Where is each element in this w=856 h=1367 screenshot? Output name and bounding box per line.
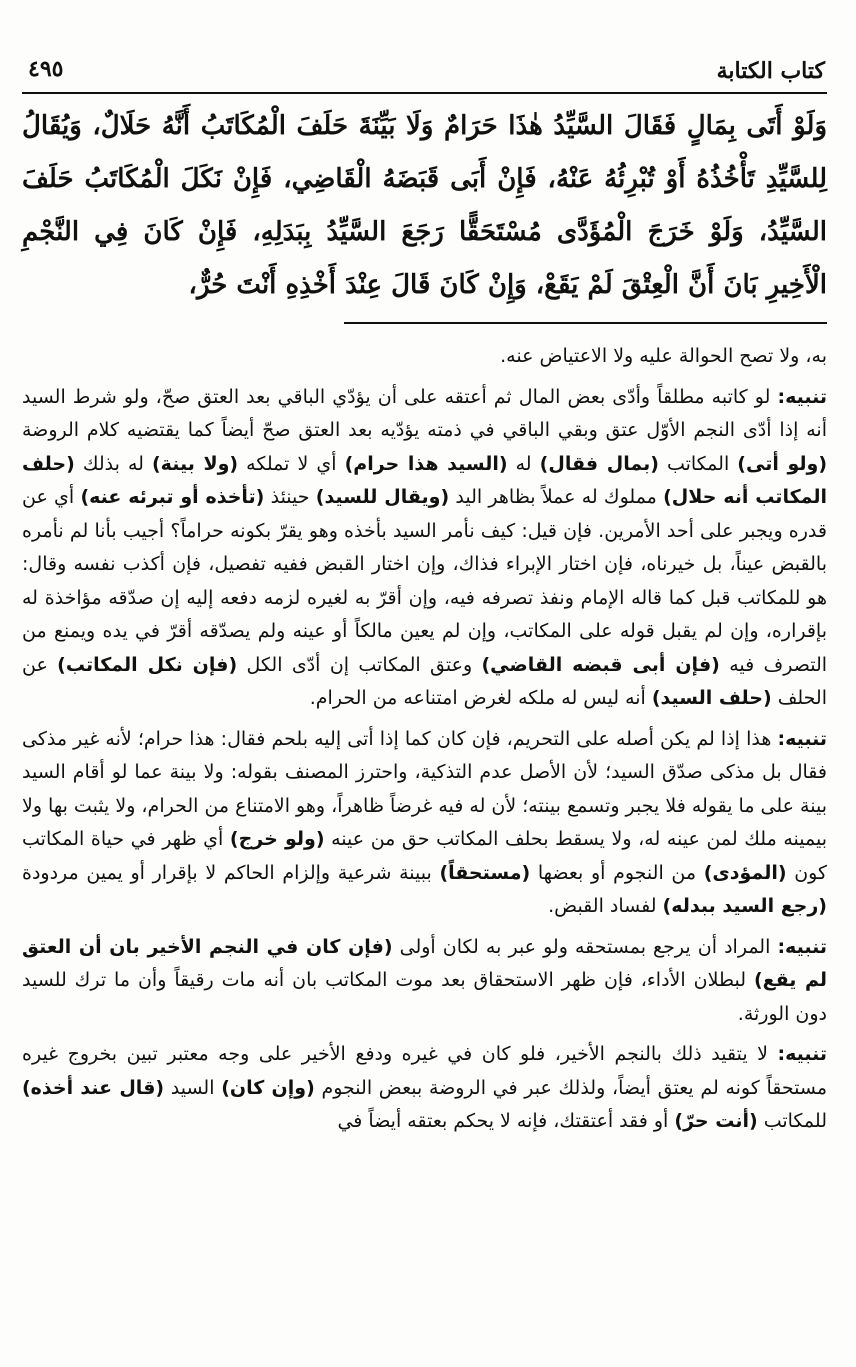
book-title: كتاب الكتابة <box>716 58 825 84</box>
quoted-matn-phrase: (فإن كان في النجم الأخير بان أن العتق لم يقع) <box>22 935 827 991</box>
quoted-matn-phrase: (أنت حرّ) <box>674 1110 758 1132</box>
commentary-segment: أي ظهر في حياة المكاتب كون <box>22 828 828 884</box>
commentary-paragraph <box>22 931 827 1032</box>
commentary-paragraph <box>22 723 827 924</box>
commentary-segment: أي لا تملكه <box>238 452 345 475</box>
commentary-segment: لو كاتبه مطلقاً وأدّى بعض المال ثم أعتقه على أن يؤدّي الباقي بعد العتق صحّ، ولو شرط السيد أنه إذا أدّى النجم الأوّل عتق وبقي الباقي في ذمته يؤدّيه بعد العتق صحّ أيضاً كما يقتضيه كلام الروضة <box>22 385 827 441</box>
quoted-matn-phrase: (ولو أتى) <box>737 452 828 475</box>
quoted-matn-phrase: (وإن كان) <box>221 1076 315 1099</box>
commentary-segment: ببينة شرعية وإلزام الحاكم لا بإقرار أو يمين مردودة <box>22 861 440 884</box>
matn-text <box>22 100 827 314</box>
commentary-segment: وعتق المكاتب إن أدّى الكل <box>237 653 482 676</box>
commentary-paragraph <box>22 381 827 716</box>
commentary-segment: المكاتب <box>658 452 738 475</box>
commentary-segment: أو فقد أعتقتك، فإنه لا يحكم بعتقه أيضاً في <box>337 1110 675 1132</box>
quoted-matn-phrase: تنبيه: <box>777 727 827 750</box>
commentary-paragraph <box>22 340 827 374</box>
commentary-paragraph <box>22 1038 827 1139</box>
quoted-matn-phrase: (ولا بينة) <box>151 452 239 475</box>
commentary-segment: أي عن قدره ويجبر على أحد الأمرين. فإن قيل: كيف نأمر السيد بأخذه وهو يقرّ بكونه حراماً؟ أجيب بأنا لم نأمره بالقبض عيناً، بل خيرناه، فإن اختار الإبراء فذاك، وإن اختار القبض ففيه تفصيل، فإن أكذب نفسه وقال: هو للمكاتب قبل كما قاله الإمام ونفذ تصرفه فيه، وإن أقرّ به لغيره لزمه دفعه إليه إن صدّقه مؤاخذة له بإقراره، وإن لم يقبل قوله على المكاتب، وإن لم يعين مالكاً أو عينه ولم يصدّقه أقرّ في يده ويمنع من التصرف فيه <box>22 486 828 676</box>
commentary-segment: من النجوم أو بعضها <box>530 861 704 884</box>
quoted-matn-phrase: (بمال فقال) <box>539 452 659 475</box>
commentary-segment: أنه ليس له ملكه لغرض امتناعه من الحرام. <box>309 687 652 709</box>
commentary-segment: له <box>507 452 540 475</box>
page-number: ٤٩٥ <box>28 56 64 82</box>
commentary-text <box>22 340 827 1146</box>
commentary-segment: عن الحلف <box>22 653 827 709</box>
commentary-segment: له بذلك <box>74 452 152 475</box>
quoted-matn-phrase: تنبيه: <box>777 1043 827 1065</box>
commentary-segment: للمكاتب <box>757 1110 827 1132</box>
quoted-matn-phrase: (ولو خرج) <box>229 828 325 850</box>
matn-paragraph: وَلَوْ أَتَى بِمَالٍ فَقَالَ السَّيِّدُ هٰذَا حَرَامٌ وَلَا بَيِّنَةَ حَلَفَ الْمُكَاتَبُ أَنَّهُ حَلَالٌ، وَيُقَالُ لِلسَّيِّدِ تَأْخُذُهُ أَوْ تُبْرِئُهُ عَنْهُ، فَإِنْ أَبَى قَبَضَهُ الْقَاضِي، فَإِنْ نَكَلَ الْمُكَاتَبُ حَلَفَ السَّيِّدُ، وَلَوْ خَرَجَ الْمُؤَدَّى مُسْتَحَقًّا رَجَعَ السَّيِّدُ بِبَدَلِهِ، فَإِنْ كَانَ فِي النَّجْمِ الْأَخِيرِ بَانَ أَنَّ الْعِتْقَ لَمْ يَقَعْ، وَإِنْ كَانَ قَالَ عِنْدَ أَخْذِهِ أَنْتَ حُرٌّ، <box>22 111 828 300</box>
page-header <box>22 52 827 94</box>
quoted-matn-phrase: (مستحقاً) <box>439 861 531 884</box>
quoted-matn-phrase: (ويقال للسيد) <box>315 486 450 508</box>
quoted-matn-phrase: (المؤدى) <box>703 861 787 884</box>
commentary-segment: حينئذ <box>264 486 316 508</box>
commentary-segment: مملوك له عملاً بظاهر اليد <box>449 486 664 508</box>
quoted-matn-phrase: (قال عند أخذه) <box>22 1076 165 1099</box>
quoted-matn-phrase: (حلف المكاتب أنه حلال) <box>22 452 828 508</box>
commentary-segment: هذا إذا لم يكن أصله على التحريم، فإن كان كما إذا أتى إليه بلحم فقال: هذا حرام؛ لأنه غير مذكى فقال بل مذكى صدّق السيد؛ لأن الأصل عدم التذكية، واحترز المصنف بقوله: ولا بينة عما لو أقام السيد بينة على ما يقوله فلا يجبر وتسمع بينته؛ لأن له فيه غرضاً ظاهراً، وهو الامتناع من الحرام، ولا يثبت بها ولا بيمينه ملك لمن عينه له، ولا يسقط بحلف المكاتب حق من عينه <box>22 727 828 850</box>
commentary-segment: لا يتقيد ذلك بالنجم الأخير، فلو كان في غيره ودفع الأخير على وجه معتبر تبين بخروج غيره مستحقاً كونه لم يعتق أيضاً، ولذلك عبر في الروضة ببعض النجوم <box>22 1043 828 1099</box>
quoted-matn-phrase: تنبيه: <box>777 385 827 408</box>
quoted-matn-phrase: (السيد هذا حرام) <box>344 452 508 475</box>
quoted-matn-phrase: (حلف السيد) <box>651 687 772 709</box>
quoted-matn-phrase: (رجع السيد ببدله) <box>662 895 827 917</box>
book-page <box>22 0 827 1367</box>
quoted-matn-phrase: (تأخذه أو تبرئه عنه) <box>80 486 265 508</box>
commentary-segment: لفساد القبض. <box>548 895 663 917</box>
footnote-separator <box>344 322 827 324</box>
commentary-segment: لبطلان الأداء، فإن ظهر الاستحقاق بعد موت المكاتب بان أنه مات رقيقاً وأن ما ترك للسيد دون الورثة. <box>22 969 827 1025</box>
commentary-segment: السيد <box>164 1076 222 1099</box>
commentary-segment: به، ولا تصح الحوالة عليه ولا الاعتياض عنه. <box>500 345 827 367</box>
quoted-matn-phrase: (فإن أبى قبضه القاضي) <box>481 653 720 676</box>
quoted-matn-phrase: (فإن نكل المكاتب) <box>57 653 238 676</box>
quoted-matn-phrase: تنبيه: <box>777 935 827 958</box>
commentary-segment: المراد أن يرجع بمستحقه ولو عبر به لكان أولى <box>392 935 778 958</box>
